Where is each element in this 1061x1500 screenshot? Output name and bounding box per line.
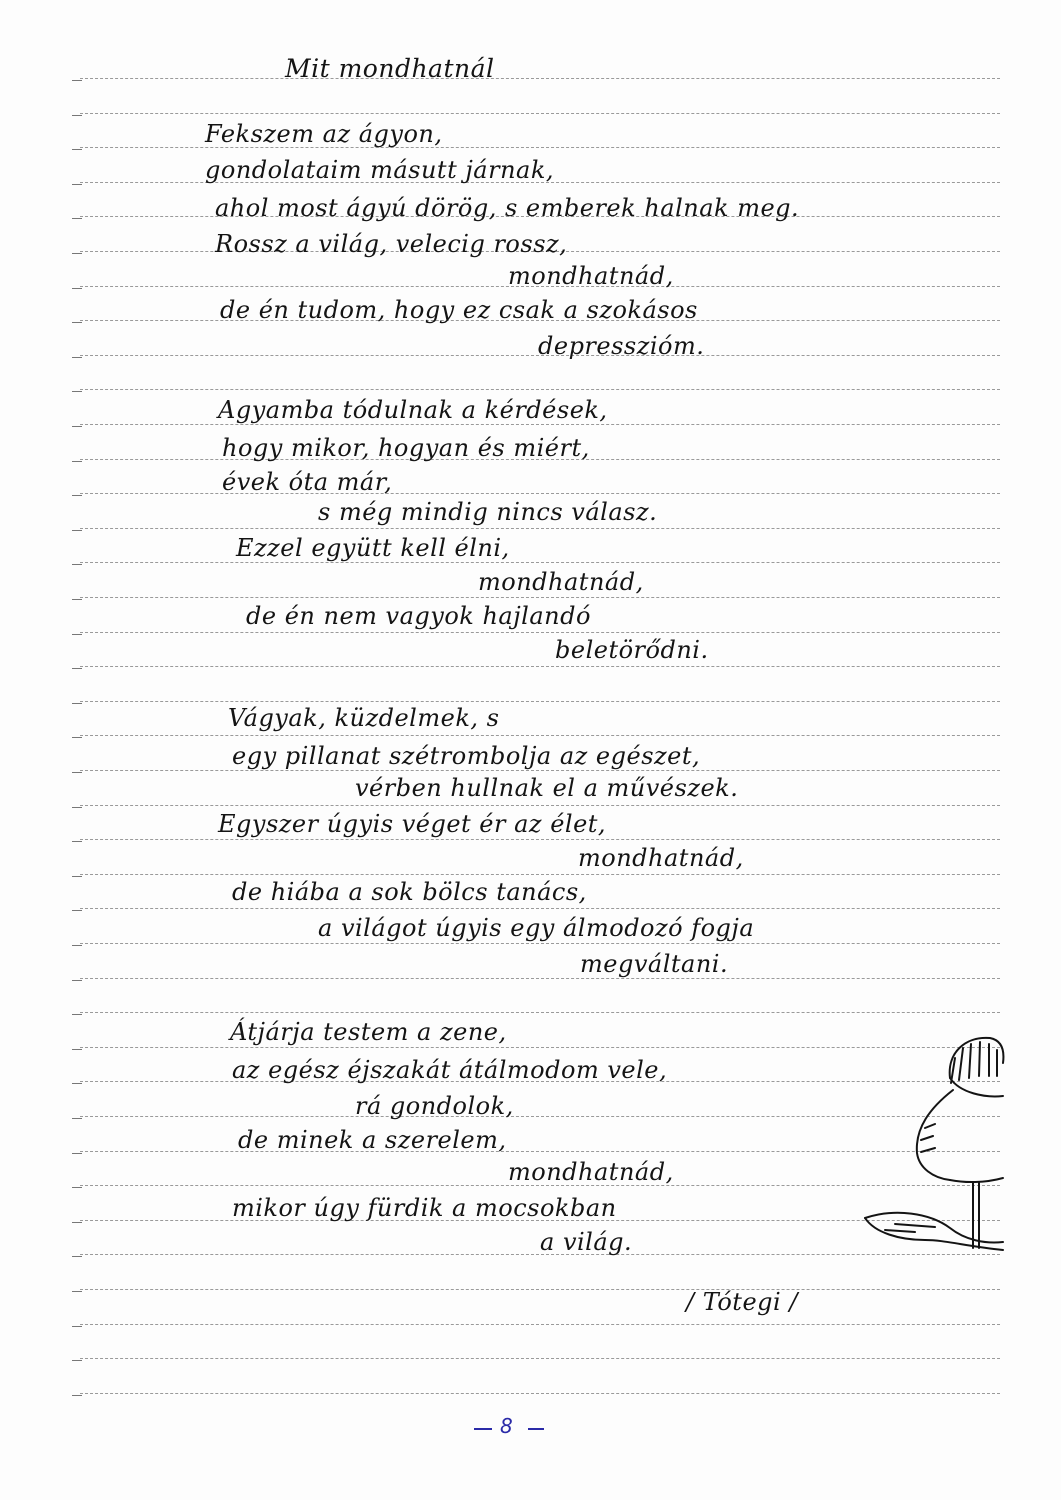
poem-line: Fekszem az ágyon, bbox=[205, 120, 443, 148]
margin-tick bbox=[72, 115, 82, 116]
ruled-line bbox=[80, 735, 1000, 736]
poem-line: s még mindig nincs válasz. bbox=[318, 498, 658, 526]
poem-line: rá gondolok, bbox=[355, 1092, 514, 1120]
signature: / Tótegi / bbox=[686, 1288, 798, 1316]
margin-tick bbox=[72, 1222, 82, 1223]
poem-line: de én tudom, hogy ez csak a szokásos bbox=[220, 296, 698, 324]
poem-line: mondhatnád, bbox=[508, 1158, 674, 1186]
page-number-dash-left bbox=[474, 1428, 492, 1430]
margin-tick bbox=[72, 876, 82, 877]
poem-line: beletörődni. bbox=[555, 636, 709, 664]
poem-line: ahol most ágyú dörög, s emberek halnak meg. bbox=[215, 194, 800, 222]
ruled-line bbox=[80, 874, 1000, 875]
ruled-line bbox=[80, 805, 1000, 806]
margin-tick bbox=[72, 910, 82, 911]
margin-tick bbox=[72, 1153, 82, 1154]
ruled-line bbox=[80, 1012, 1000, 1013]
margin-tick bbox=[72, 703, 82, 704]
ruled-line bbox=[80, 701, 1000, 702]
margin-tick bbox=[72, 149, 82, 150]
margin-tick bbox=[72, 1256, 82, 1257]
ruled-line bbox=[80, 597, 1000, 598]
poem-line: Átjárja testem a zene, bbox=[230, 1018, 507, 1046]
ruled-line bbox=[80, 1393, 1000, 1394]
margin-tick bbox=[72, 1291, 82, 1292]
margin-tick bbox=[72, 288, 82, 289]
margin-tick bbox=[72, 1118, 82, 1119]
ruled-line bbox=[80, 666, 1000, 667]
margin-tick bbox=[72, 634, 82, 635]
ruled-line bbox=[80, 978, 1000, 979]
poem-line: de én nem vagyok hajlandó bbox=[246, 602, 591, 630]
ruled-line bbox=[80, 389, 1000, 390]
margin-tick bbox=[72, 980, 82, 981]
poem-line: de hiába a sok bölcs tanács, bbox=[232, 878, 587, 906]
margin-tick bbox=[72, 668, 82, 669]
poem-line: évek óta már, bbox=[222, 468, 393, 496]
poem-line: hogy mikor, hogyan és miért, bbox=[222, 434, 590, 462]
margin-tick bbox=[72, 357, 82, 358]
seated-figure-sketch-icon bbox=[855, 1018, 1005, 1268]
margin-tick bbox=[72, 1187, 82, 1188]
poem-line: az egész éjszakát átálmodom vele, bbox=[232, 1056, 668, 1084]
margin-tick bbox=[72, 1083, 82, 1084]
margin-tick bbox=[72, 322, 82, 323]
poem-line: a világ. bbox=[540, 1228, 633, 1256]
poem-line: mondhatnád, bbox=[478, 568, 644, 596]
poem-line: Vágyak, küzdelmek, s bbox=[228, 704, 500, 732]
poem-line: depresszióm. bbox=[538, 332, 705, 360]
ruled-line bbox=[80, 493, 1000, 494]
margin-tick bbox=[72, 737, 82, 738]
poem-line: mondhatnád, bbox=[508, 262, 674, 290]
margin-tick bbox=[72, 530, 82, 531]
margin-tick bbox=[72, 772, 82, 773]
margin-tick bbox=[72, 945, 82, 946]
margin-tick bbox=[72, 461, 82, 462]
poem-line: megváltani. bbox=[580, 950, 729, 978]
margin-tick bbox=[72, 495, 82, 496]
poem-title: Mit mondhatnál bbox=[285, 54, 495, 83]
poem-line: mikor úgy fürdik a mocsokban bbox=[232, 1194, 617, 1222]
poem-line: a világot úgyis egy álmodozó fogja bbox=[318, 914, 755, 942]
poem-line: mondhatnád, bbox=[578, 844, 744, 872]
margin-tick bbox=[72, 599, 82, 600]
poem-line: egy pillanat szétrombolja az egészet, bbox=[232, 742, 701, 770]
ruled-line bbox=[80, 113, 1000, 114]
margin-tick bbox=[72, 184, 82, 185]
margin-tick bbox=[72, 1049, 82, 1050]
poem-line: Agyamba tódulnak a kérdések, bbox=[218, 396, 608, 424]
margin-tick bbox=[72, 841, 82, 842]
margin-tick bbox=[72, 1014, 82, 1015]
ruled-line bbox=[80, 943, 1000, 944]
ruled-line bbox=[80, 562, 1000, 563]
ruled-line bbox=[80, 632, 1000, 633]
poem-line: vérben hullnak el a művészek. bbox=[355, 774, 739, 802]
ruled-line bbox=[80, 1289, 1000, 1290]
margin-tick bbox=[72, 253, 82, 254]
margin-tick bbox=[72, 807, 82, 808]
margin-tick bbox=[72, 1326, 82, 1327]
poem-line: Ezzel együtt kell élni, bbox=[236, 534, 510, 562]
poem-line: Egyszer úgyis véget ér az élet, bbox=[218, 810, 607, 838]
ruled-line bbox=[80, 1324, 1000, 1325]
poem-line: de minek a szerelem, bbox=[238, 1126, 507, 1154]
page-number: 8 bbox=[500, 1414, 513, 1438]
margin-tick bbox=[72, 218, 82, 219]
ruled-line bbox=[80, 78, 1000, 79]
poem-line: gondolataim másutt járnak, bbox=[205, 156, 554, 184]
ruled-line bbox=[80, 1358, 1000, 1359]
margin-tick bbox=[72, 80, 82, 81]
ruled-line bbox=[80, 839, 1000, 840]
margin-tick bbox=[72, 391, 82, 392]
ruled-line bbox=[80, 424, 1000, 425]
poem-line: Rossz a világ, velecig rossz, bbox=[215, 230, 568, 258]
ruled-line bbox=[80, 908, 1000, 909]
margin-tick bbox=[72, 564, 82, 565]
ruled-line bbox=[80, 528, 1000, 529]
page-number-dash-right bbox=[528, 1428, 544, 1430]
margin-tick bbox=[72, 1360, 82, 1361]
ruled-line bbox=[80, 770, 1000, 771]
margin-tick bbox=[72, 426, 82, 427]
margin-tick bbox=[72, 1395, 82, 1396]
